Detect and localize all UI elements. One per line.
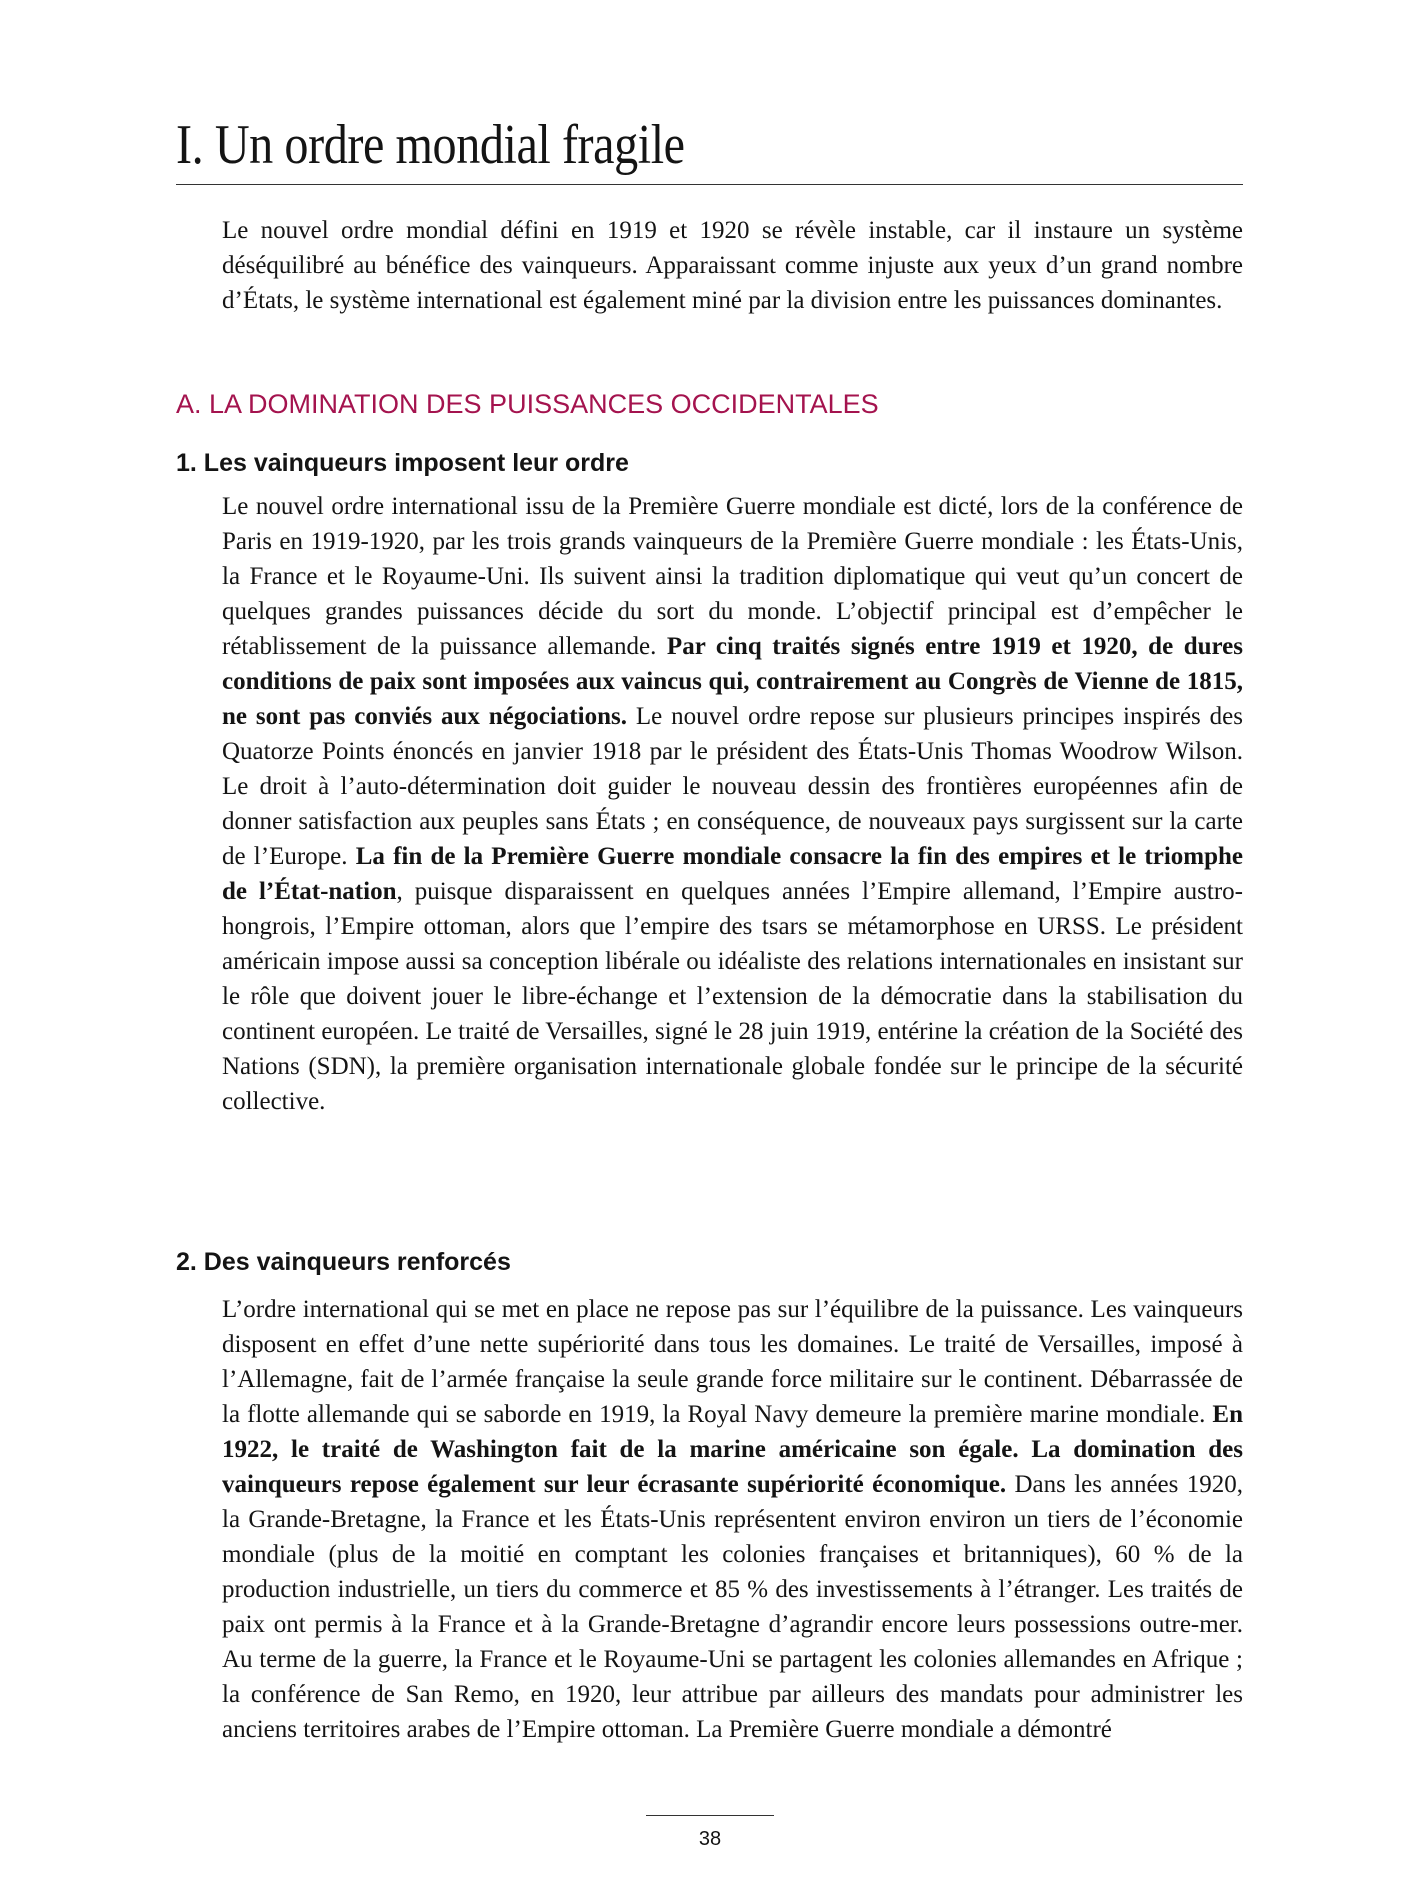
subsection-1-text-1: Le nouvel ordre international issu de la Première Guerre mondiale est dicté, lors de la conférence de Paris en 1919-1920, par les trois grands vainqueurs de la Première Guerre mondiale : les États-Unis, la France et le Royaume-Uni. Ils suivent ainsi la tradition diplomatique qui veut qu’un concert de quelques grandes puissances décide du sort du monde. L’objectif principal est d’empêcher le rétablissement de la puissance allemande. [222, 493, 1243, 660]
subsection-2-heading: 2. Des vainqueurs renforcés [176, 1248, 511, 1276]
subsection-1-heading: 1. Les vainqueurs imposent leur ordre [176, 449, 629, 477]
subsection-2-paragraph [222, 1292, 1243, 1747]
subsection-1-text-2: Le nouvel ordre repose sur plusieurs principes inspirés des Quatorze Points énoncés en janvier 1918 par le président des États-Unis Thomas Woodrow Wilson. Le droit à l’auto-détermination doit guider le nouveau dessin des frontières européennes afin de donner satisfaction aux peuples sans États ; en conséquence, de nouveaux pays surgissent sur la carte de l’Europe. [222, 703, 1243, 870]
footer-rule [646, 1815, 774, 1816]
page-number: 38 [698, 1828, 722, 1850]
subsection-2-text-2: Dans les années 1920, la Grande-Bretagne, la France et les États-Unis représentent environ environ un tiers de l’économie mondiale (plus de la moitié en comptant les colonies françaises et britanniques), 60 % de la production industrielle, un tiers du commerce et 85 % des investissements à l’étranger. Les traités de paix ont permis à la France et à la Grande-Bretagne d’agrandir encore leurs possessions outre-mer. Au terme de la guerre, la France et le Royaume-Uni se partagent les colonies allemandes en Afrique ; la conférence de San Remo, en 1920, leur attribue par ailleurs des mandats pour administrer les anciens territoires arabes de l’Empire ottoman. La Première Guerre mondiale a démontré [222, 1471, 1243, 1743]
subsection-2-text-1: L’ordre international qui se met en place ne repose pas sur l’équilibre de la puissance. Les vainqueurs disposent en effet d’une nette supériorité dans tous les domaines. Le traité de Versailles, imposé à l’Allemagne, fait de l’armée française la seule grande force militaire sur le continent. Débarrassée de la flotte allemande qui se saborde en 1919, la Royal Navy demeure la première marine mondiale. [222, 1296, 1243, 1428]
subsection-1-paragraph [222, 489, 1243, 1119]
section-a-heading: A. LA DOMINATION DES PUISSANCES OCCIDENTALES [176, 389, 879, 419]
intro-paragraph: Le nouvel ordre mondial défini en 1919 et 1920 se révèle instable, car il instaure un système déséquilibré au bénéfice des vainqueurs. Apparaissant comme injuste aux yeux d’un grand nombre d’États, le système international est également miné par la division entre les puissances dominantes. [222, 217, 1243, 314]
subsection-1-text-3: , puisque disparaissent en quelques années l’Empire allemand, l’Empire austro-hongrois, l’Empire ottoman, alors que l’empire des tsars se métamorphose en URSS. Le président américain impose aussi sa conception libérale ou idéaliste des relations internationales en insistant sur le rôle que doivent jouer le libre-échange et l’extension de la démocratie dans la stabilisation du continent européen. Le traité de Versailles, signé le 28 juin 1919, entérine la création de la Société des Nations (SDN), la première organisation internationale globale fondée sur le principe de la sécurité collective. [222, 878, 1243, 1115]
subsection-2-bold-1: En 1922, le traité de Washington fait de la marine américaine son égale. La domination des vainqueurs repose également sur leur écrasante supériorité économique. [222, 1401, 1243, 1498]
subsection-1-bold-1: Par cinq traités signés entre 1919 et 1920, de dures conditions de paix sont imposées aux vaincus qui, contrairement au Congrès de Vienne de 1815, ne sont pas conviés aux négociations. [222, 633, 1244, 730]
chapter-title: I. Un ordre mondial fragile [176, 114, 685, 176]
title-rule [176, 184, 1243, 185]
subsection-1-bold-2: La fin de la Première Guerre mondiale consacre la fin des empires et le triomphe de l’État-nation [222, 843, 1244, 905]
